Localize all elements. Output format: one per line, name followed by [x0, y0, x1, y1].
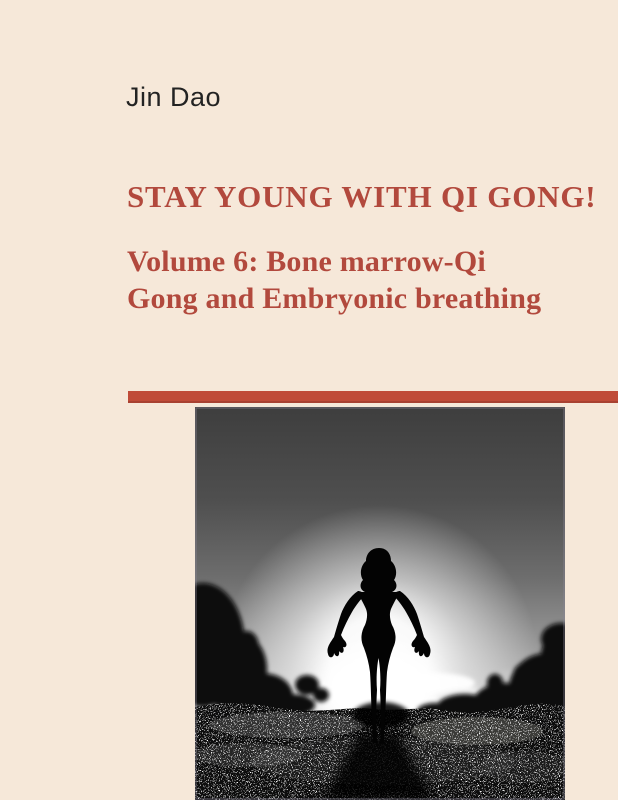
accent-divider-bar — [128, 391, 618, 403]
book-subtitle — [127, 243, 587, 317]
subtitle-line-1: Volume 6: Bone marrow-Qi — [127, 245, 486, 278]
book-title: STAY YOUNG WITH QI GONG! — [127, 179, 597, 214]
author-name: Jin Dao — [126, 82, 222, 112]
subtitle-line-2: Gong and Embryonic breathing — [127, 282, 542, 315]
cover-photo — [195, 407, 565, 800]
